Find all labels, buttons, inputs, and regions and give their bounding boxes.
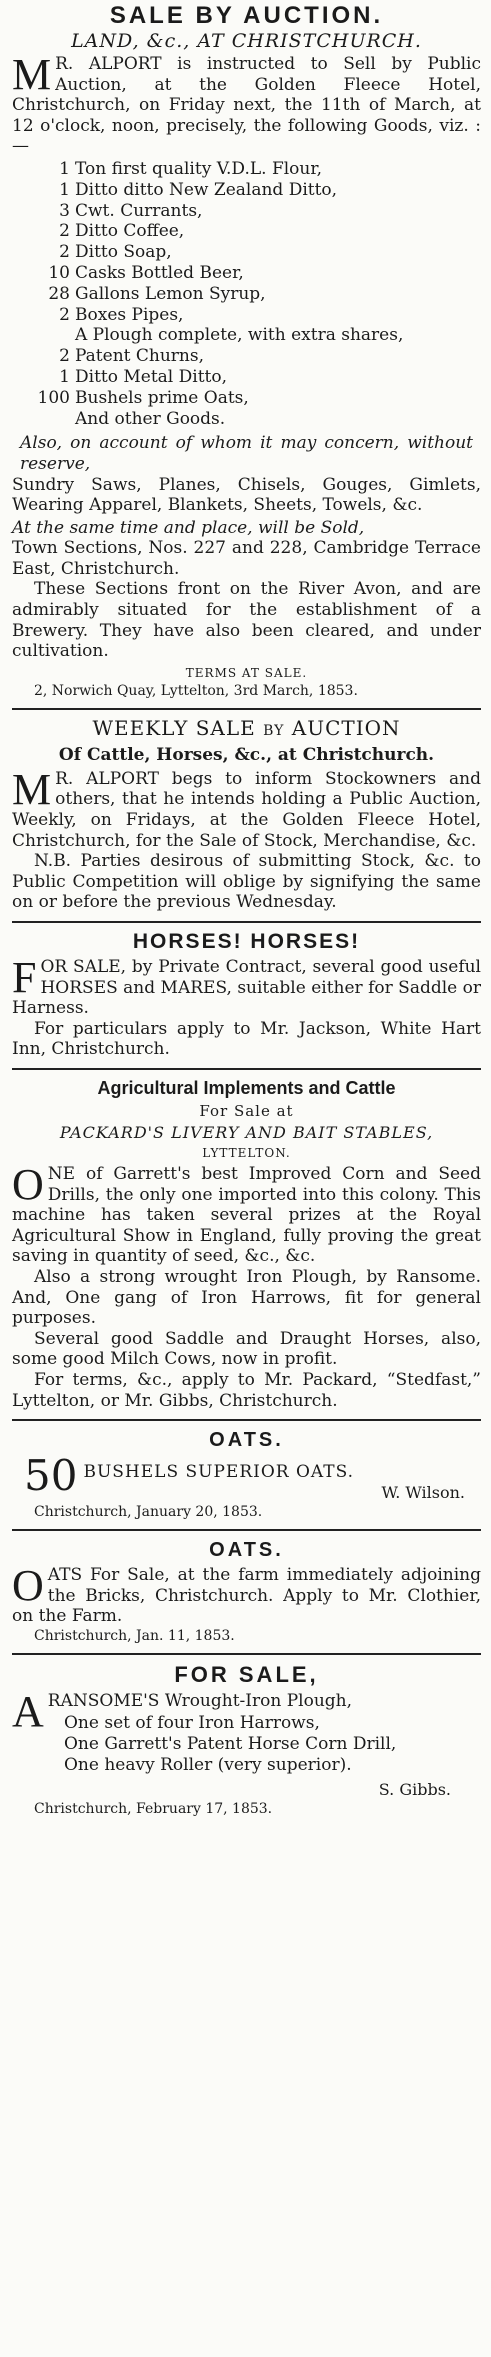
drop-cap: M [12,764,52,814]
advert-intro [12,953,481,1019]
sections-text: These Sections front on the River Avon, and are admirably situated for the establishment of a Brewery. They have also been cleared, and under cultivation. [12,579,481,662]
goods-list-item [12,388,481,409]
heading-part: AUCTION [284,715,401,740]
item-text: Ditto Metal Ditto, [75,366,228,387]
item-quantity: 2 [59,242,70,263]
advert-heading: Agricultural Implements and Cattle [97,1077,396,1098]
for-sale-list-item: One heavy Roller (very superior). [64,1755,352,1776]
dateline: Christchurch, February 17, 1853. [34,1800,273,1817]
same-time-heading: At the same time and place, will be Sold, [12,517,365,538]
goods-list-item [12,242,481,263]
item-quantity: 28 [48,283,70,304]
goods-list-item [12,367,481,388]
advert-heading [12,716,481,743]
divider [12,1529,481,1531]
advert-intro [12,764,481,851]
item-text: Gallons Lemon Syrup, [75,283,266,304]
goods-list-item [12,409,481,430]
terms-text: For terms, &c., apply to Mr. Packard, “Stedfast,” Lyttelton, or Mr. Gibbs, Christchurch. [12,1369,481,1411]
oats-line [12,1453,481,1503]
drop-cap: O [12,1159,44,1209]
item-text: Boxes Pipes, [75,304,184,325]
intro-text: OR SALE, by Private Contract, several good useful HORSES and MARES, suitable either for Saddle or Harness. [12,957,481,1019]
item-quantity: 10 [48,262,70,283]
item-text: Bushels prime Oats, [75,387,249,408]
item-quantity: 1 [59,179,70,200]
plough-text: Also a strong wrought Iron Plough, by Ransome. And, One gang of Iron Harrows, fit for general purposes. [12,1266,481,1329]
advert-heading: HORSES! HORSES! [132,930,361,954]
also-heading: Also, on account of whom it may concern, without reserve, [20,433,473,474]
advert-heading: FOR SALE, [174,1661,319,1687]
contact-text: For particulars apply to Mr. Jackson, White Hart Inn, Christchurch. [12,1018,481,1060]
advert-heading: OATS. [209,1429,284,1452]
goods-list-item [12,284,481,305]
for-sale-list-item: One Garrett's Patent Horse Corn Drill, [64,1734,397,1755]
intro-text: R. ALPORT begs to inform Stockowners and others, that he intends holding a Public Auction, Weekly, on Fridays, at the Golden Fleece Hotel, Christchurch, for the Sale of Stock, Merchandise, &c. [12,768,481,851]
heading-part: WEEKLY SALE [92,715,264,740]
divider [12,708,481,710]
heading-by: BY [263,722,285,739]
intro-text: ATS For Sale, at the farm immediately adjoining the Bricks, Christchurch. Apply to Mr. Clothier, on the Farm. [12,1565,481,1627]
item-quantity: 100 [37,387,70,408]
advert-intro [12,50,481,157]
advert-intro [12,1159,481,1267]
signature: S. Gibbs. [378,1779,451,1799]
horses-text: Several good Saddle and Draught Horses, also, some good Milch Cows, now in profit. [12,1328,481,1370]
goods-list-item [12,325,481,346]
item-text: Ditto ditto New Zealand Ditto, [75,179,338,200]
divider [12,1068,481,1070]
item-quantity: 2 [59,346,70,367]
goods-list-item [12,201,481,222]
auction-advert-land [12,0,481,700]
dateline: Christchurch, Jan. 11, 1853. [34,1627,235,1644]
drop-cap: M [12,50,52,99]
goods-list-item [12,305,481,326]
goods-list-item [12,159,481,180]
advert-subheading: Of Cattle, Horses, &c., at Christchurch. [58,744,435,765]
for-sale-advert-gibbs [12,1661,481,1818]
dateline: Christchurch, January 20, 1853. [34,1504,263,1521]
address-line: 2, Norwich Quay, Lyttelton, 3rd March, 1853. [34,682,358,699]
divider [12,1653,481,1655]
item-text: Ditto Coffee, [75,221,185,242]
note-text: N.B. Parties desirous of submitting Stock, &c. to Public Competition will oblige by signifying the same on or before the previous Wednesday. [12,851,481,913]
item-text: A Plough complete, with extra shares, [75,325,404,346]
drop-cap: F [12,953,37,1003]
also-text: Sundry Saws, Planes, Chisels, Gouges, Gimlets, Wearing Apparel, Blankets, Sheets, Towels, &c. [12,474,481,516]
item-quantity: 3 [59,200,70,221]
item-text: Ton first quality V.D.L. Flour, [75,158,323,179]
goods-list-item [12,346,481,367]
implements-advert [12,1076,481,1411]
horses-advert [12,929,481,1060]
drop-cap: A [12,1686,44,1736]
intro-text: R. ALPORT is instructed to Sell by Public Auction, at the Golden Fleece Hotel, Christchurch, on Friday next, the 11th of March, at 12 o'clock, noon, precisely, the following Goods, viz. :— [12,54,481,157]
advert-heading: SALE BY AUCTION. [109,2,384,29]
advert-intro [12,1561,481,1627]
for-sale-list [12,1713,481,1775]
goods-list-item [12,180,481,201]
big-number: 50 [24,1453,78,1501]
item-text: And other Goods. [75,408,226,429]
for-sale-list-item: One set of four Iron Harrows, [64,1713,320,1734]
advert-heading: OATS. [209,1539,284,1562]
weekly-auction-advert [12,716,481,913]
item-text: Cwt. Currants, [75,200,203,221]
item-quantity: 1 [59,366,70,387]
item-quantity: 1 [59,158,70,179]
stables-name: PACKARD'S LIVERY AND BAIT STABLES, [59,1122,434,1142]
goods-list [12,159,481,429]
advert-subheading: LAND, &c., AT CHRISTCHURCH. [71,30,422,52]
goods-list-item [12,221,481,242]
intro-text: NE of Garrett's best Improved Corn and Seed Drills, the only one imported into this colony. This machine has taken several prizes at the Royal Agricultural Show in England, fully proving the great saving in quantity of seed, &c., &c. [12,1163,481,1267]
item-text: Patent Churns, [75,346,204,367]
goods-list-item [12,263,481,284]
drop-cap: O [12,1561,44,1611]
signature: W. Wilson. [381,1483,465,1503]
divider [12,921,481,923]
oats-advert-farm [12,1537,481,1645]
item-quantity: 2 [59,304,70,325]
item-text: Casks Bottled Beer, [75,262,244,283]
terms: TERMS AT SALE. [185,665,308,680]
oats-text: BUSHELS SUPERIOR OATS. [83,1462,355,1483]
divider [12,1419,481,1421]
oats-advert-wilson [12,1427,481,1521]
town-name: LYTTELTON. [202,1145,291,1160]
same-time-text: Town Sections, Nos. 227 and 228, Cambridge Terrace East, Christchurch. [12,538,481,579]
item-text: Ditto Soap, [75,242,172,263]
for-sale-line: For Sale at [199,1101,294,1120]
item-quantity: 2 [59,221,70,242]
intro-text: RANSOME'S Wrought-Iron Plough, [47,1690,353,1711]
